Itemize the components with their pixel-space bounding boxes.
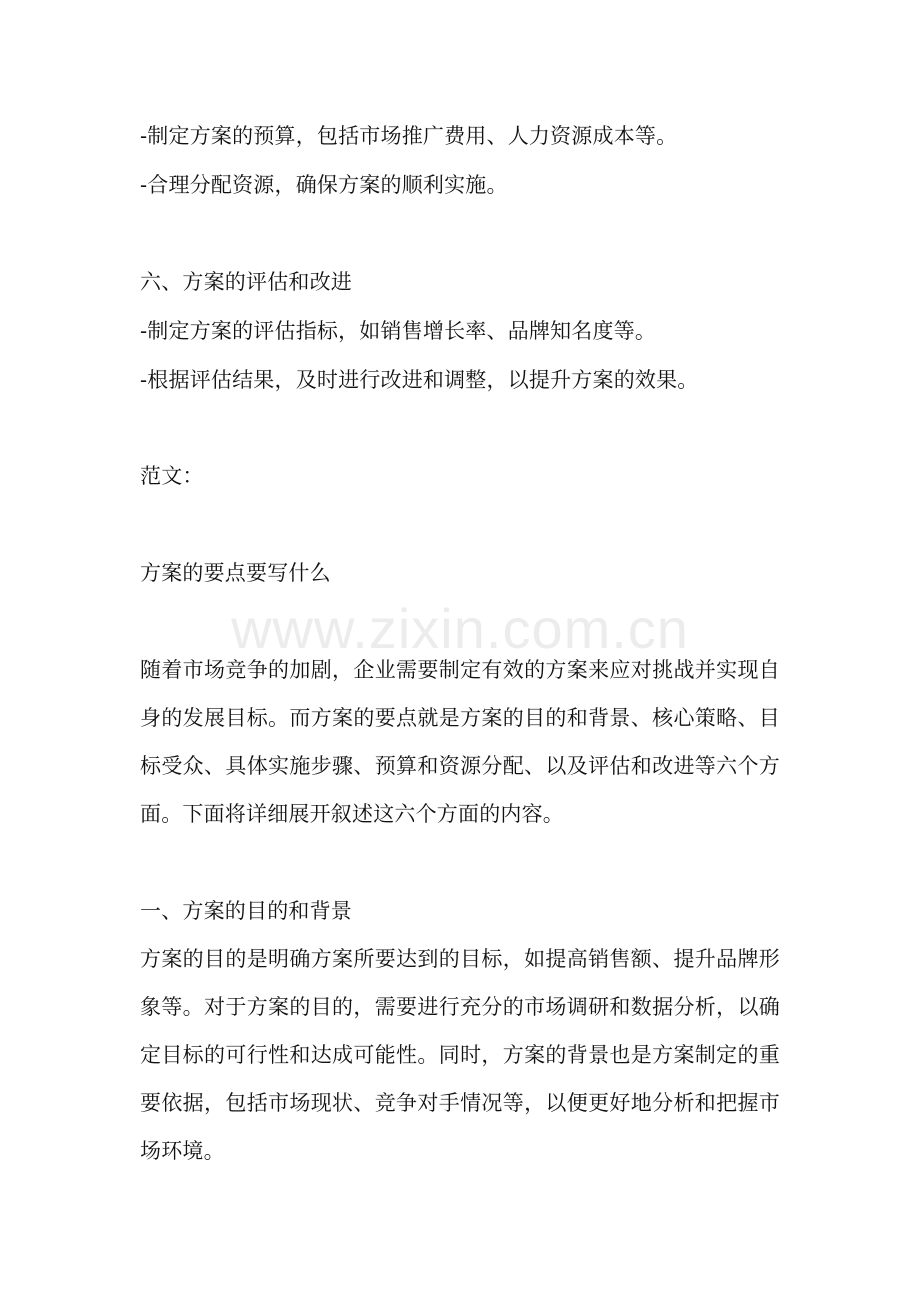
section-heading-purpose: 一、方案的目的和背景 bbox=[140, 899, 352, 923]
intro-paragraph-line: 面。下面将详细展开叙述这六个方面的内容。 bbox=[140, 802, 564, 826]
purpose-paragraph-line: 定目标的可行性和达成可能性。同时，方案的背景也是方案制定的重 bbox=[140, 1043, 780, 1067]
intro-paragraph-line: 随着市场竞争的加剧，企业需要制定有效的方案来应对挑战并实现自 bbox=[140, 658, 780, 682]
purpose-paragraph-line: 象等。对于方案的目的，需要进行充分的市场调研和数据分析，以确 bbox=[140, 995, 780, 1019]
sample-label: 范文： bbox=[140, 464, 204, 488]
purpose-paragraph-line: 方案的目的是明确方案所要达到的目标，如提高销售额、提升品牌形 bbox=[140, 947, 780, 971]
purpose-paragraph-line: 要依据，包括市场现状、竞争对手情况等，以便更好地分析和把握市 bbox=[140, 1091, 780, 1115]
resource-bullet: -合理分配资源，确保方案的顺利实施。 bbox=[140, 173, 508, 197]
section-heading-evaluation: 六、方案的评估和改进 bbox=[140, 270, 352, 294]
purpose-paragraph-line: 场环境。 bbox=[140, 1139, 225, 1163]
evaluation-improve-bullet: -根据评估结果，及时进行改进和调整，以提升方案的效果。 bbox=[140, 368, 699, 392]
sample-title: 方案的要点要写什么 bbox=[140, 561, 331, 585]
watermark: www.zixin.com.cn bbox=[231, 597, 689, 660]
evaluation-metrics-bullet: -制定方案的评估指标，如销售增长率、品牌知名度等。 bbox=[140, 319, 657, 343]
budget-bullet: -制定方案的预算，包括市场推广费用、人力资源成本等。 bbox=[140, 124, 678, 148]
intro-paragraph-line: 标受众、具体实施步骤、预算和资源分配、以及评估和改进等六个方 bbox=[140, 754, 780, 778]
intro-paragraph-line: 身的发展目标。而方案的要点就是方案的目的和背景、核心策略、目 bbox=[140, 706, 780, 730]
